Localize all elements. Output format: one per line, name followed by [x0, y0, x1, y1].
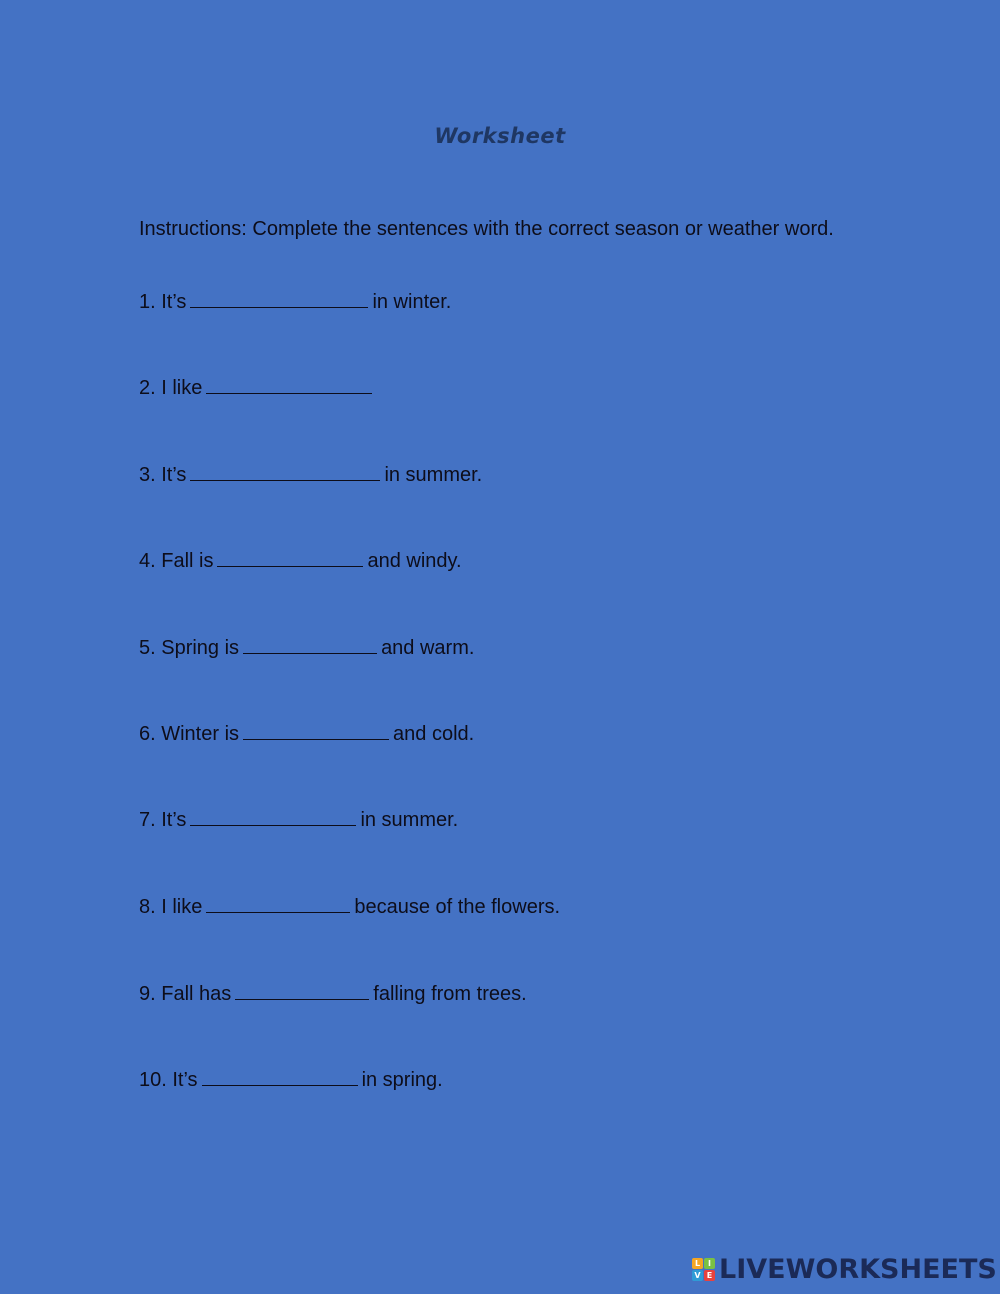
question-9-after: falling from trees.	[373, 983, 527, 1005]
instructions-text: Instructions: Complete the sentences with the correct season or weather word.	[139, 218, 834, 240]
question-6-after: and cold.	[393, 723, 475, 745]
question-4-before: 4. Fall is	[139, 550, 214, 572]
answer-blank-9[interactable]	[235, 981, 369, 1000]
question-7-after: in summer.	[360, 809, 459, 831]
question-6	[139, 721, 474, 747]
question-10	[139, 1067, 443, 1093]
question-1	[139, 289, 451, 315]
question-10-before: 10. It’s	[139, 1069, 198, 1091]
answer-blank-1[interactable]	[190, 289, 368, 308]
question-9	[139, 981, 527, 1007]
logo-text: LIVEWORKSHEETS	[719, 1253, 997, 1285]
answer-blank-10[interactable]	[202, 1067, 358, 1086]
worksheet-title: Worksheet	[434, 124, 566, 148]
answer-blank-7[interactable]	[190, 807, 356, 826]
question-4	[139, 548, 462, 574]
question-10-after: in spring.	[361, 1069, 443, 1091]
question-8	[139, 894, 560, 920]
live-icon	[692, 1258, 715, 1281]
question-5-before: 5. Spring is	[139, 637, 240, 659]
question-4-after: and windy.	[367, 550, 462, 572]
answer-blank-5[interactable]	[243, 635, 377, 654]
question-5-after: and warm.	[381, 637, 475, 659]
question-7-before: 7. It’s	[139, 809, 187, 831]
question-3-before: 3. It’s	[139, 464, 187, 486]
answer-blank-8[interactable]	[206, 894, 350, 913]
question-8-before: 8. I like	[139, 896, 203, 918]
live-icon-e: E	[704, 1270, 715, 1281]
answer-blank-6[interactable]	[243, 721, 389, 740]
question-2	[139, 375, 376, 401]
answer-blank-4[interactable]	[217, 548, 363, 567]
live-icon-l: L	[692, 1258, 703, 1269]
question-6-before: 6. Winter is	[139, 723, 240, 745]
question-1-before: 1. It’s	[139, 291, 187, 313]
answer-blank-3[interactable]	[190, 462, 380, 481]
question-3-after: in summer.	[384, 464, 483, 486]
question-5	[139, 635, 474, 661]
live-icon-v: V	[692, 1270, 703, 1281]
liveworksheets-logo[interactable]	[692, 1254, 997, 1284]
question-7	[139, 807, 458, 833]
live-icon-i: I	[704, 1258, 715, 1269]
answer-blank-2[interactable]	[206, 375, 372, 394]
question-8-after: because of the flowers.	[354, 896, 561, 918]
question-1-after: in winter.	[372, 291, 452, 313]
question-2-before: 2. I like	[139, 377, 203, 399]
question-9-before: 9. Fall has	[139, 983, 232, 1005]
question-3	[139, 462, 482, 488]
